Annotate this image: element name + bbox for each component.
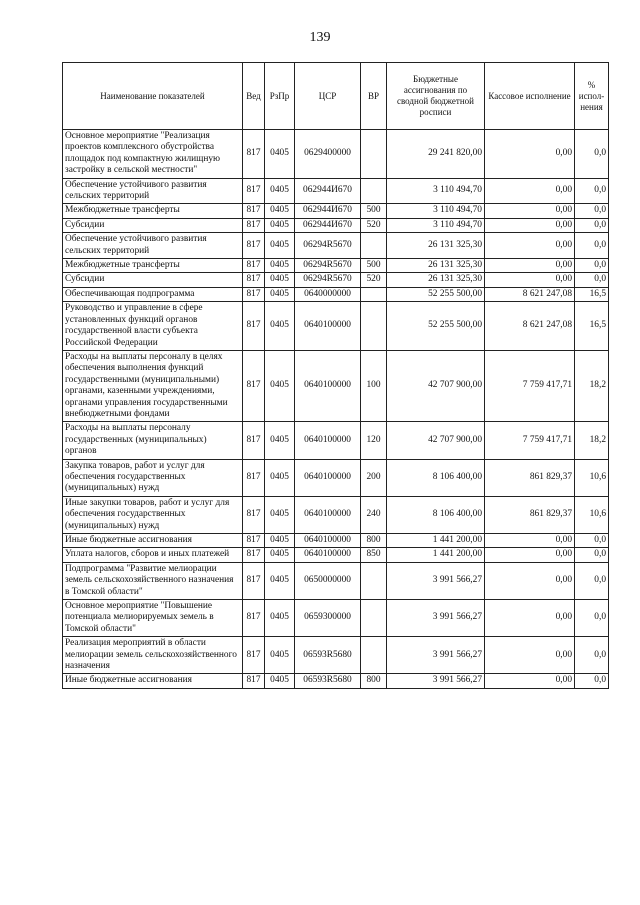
cell-vr: 200 [361, 459, 387, 496]
table-row [63, 562, 609, 599]
cell-vr: 520 [361, 218, 387, 232]
cell-budget: 26 131 325,30 [387, 233, 485, 259]
cell-csr: 062944И670 [295, 204, 361, 218]
cell-csr: 0640100000 [295, 534, 361, 548]
cell-budget: 42 707 900,00 [387, 422, 485, 459]
cell-percent: 0,0 [575, 534, 609, 548]
table-body [63, 130, 609, 689]
table-row [63, 674, 609, 688]
budget-table [62, 62, 609, 689]
cell-rzpr: 0405 [265, 204, 295, 218]
cell-cash: 7 759 417,71 [485, 350, 575, 421]
table-row [63, 273, 609, 287]
cell-name: Межбюджетные трансферты [63, 259, 243, 273]
cell-percent: 10,6 [575, 496, 609, 533]
table-row [63, 287, 609, 301]
cell-rzpr: 0405 [265, 422, 295, 459]
cell-vr: 100 [361, 350, 387, 421]
cell-vr [361, 287, 387, 301]
cell-ved: 817 [243, 273, 265, 287]
cell-percent: 0,0 [575, 233, 609, 259]
cell-budget: 42 707 900,00 [387, 350, 485, 421]
cell-ved: 817 [243, 204, 265, 218]
cell-rzpr: 0405 [265, 273, 295, 287]
cell-budget: 26 131 325,30 [387, 273, 485, 287]
cell-ved: 817 [243, 218, 265, 232]
cell-cash: 861 829,37 [485, 496, 575, 533]
cell-rzpr: 0405 [265, 496, 295, 533]
cell-budget: 29 241 820,00 [387, 130, 485, 179]
cell-name: Иные закупки товаров, работ и услуг для обеспечения государственных (муниципальных) нужд [63, 496, 243, 533]
cell-vr [361, 233, 387, 259]
cell-name: Закупка товаров, работ и услуг для обеспечения государственных (муниципальных) нужд [63, 459, 243, 496]
cell-cash: 0,00 [485, 233, 575, 259]
table-row [63, 534, 609, 548]
cell-rzpr: 0405 [265, 178, 295, 204]
cell-ved: 817 [243, 302, 265, 351]
header-rzpr: РзПр [265, 63, 295, 130]
cell-percent: 0,0 [575, 548, 609, 562]
cell-vr: 520 [361, 273, 387, 287]
cell-name: Основное мероприятие "Реализация проектов комплексного обустройства площадок под компактную жилищную застройку в сельской местности" [63, 130, 243, 179]
cell-budget: 3 991 566,27 [387, 600, 485, 637]
cell-budget: 3 110 494,70 [387, 204, 485, 218]
header-name: Наименование показателей [63, 63, 243, 130]
cell-csr: 0640100000 [295, 496, 361, 533]
cell-percent: 0,0 [575, 218, 609, 232]
table-row [63, 130, 609, 179]
cell-rzpr: 0405 [265, 233, 295, 259]
cell-name: Обеспечение устойчивого развития сельских территорий [63, 178, 243, 204]
cell-budget: 3 991 566,27 [387, 674, 485, 688]
cell-percent: 16,5 [575, 287, 609, 301]
cell-budget: 8 106 400,00 [387, 459, 485, 496]
cell-rzpr: 0405 [265, 287, 295, 301]
cell-ved: 817 [243, 548, 265, 562]
cell-cash: 0,00 [485, 273, 575, 287]
cell-vr [361, 302, 387, 351]
cell-csr: 0640000000 [295, 287, 361, 301]
table-row [63, 637, 609, 674]
cell-cash: 0,00 [485, 218, 575, 232]
cell-csr: 062944И670 [295, 178, 361, 204]
cell-ved: 817 [243, 130, 265, 179]
cell-rzpr: 0405 [265, 534, 295, 548]
cell-vr: 120 [361, 422, 387, 459]
cell-vr: 500 [361, 204, 387, 218]
cell-name: Уплата налогов, сборов и иных платежей [63, 548, 243, 562]
cell-percent: 0,0 [575, 562, 609, 599]
cell-budget: 3 110 494,70 [387, 178, 485, 204]
cell-csr: 0640100000 [295, 422, 361, 459]
cell-vr: 800 [361, 534, 387, 548]
cell-csr: 0629400000 [295, 130, 361, 179]
cell-vr: 500 [361, 259, 387, 273]
cell-ved: 817 [243, 562, 265, 599]
cell-name: Основное мероприятие "Повышение потенциала мелиорируемых земель в Томской области" [63, 600, 243, 637]
page-number: 139 [309, 30, 331, 45]
cell-csr: 0640100000 [295, 302, 361, 351]
cell-csr: 06294R5670 [295, 233, 361, 259]
header-budget: Бюджетные ассигнования по сводной бюджетной росписи [387, 63, 485, 130]
cell-cash: 0,00 [485, 178, 575, 204]
cell-budget: 1 441 200,00 [387, 534, 485, 548]
cell-csr: 0640100000 [295, 548, 361, 562]
cell-rzpr: 0405 [265, 637, 295, 674]
cell-rzpr: 0405 [265, 259, 295, 273]
cell-percent: 0,0 [575, 178, 609, 204]
cell-name: Реализация мероприятий в области мелиорации земель сельскохозяйственного назначения [63, 637, 243, 674]
cell-cash: 861 829,37 [485, 459, 575, 496]
cell-name: Иные бюджетные ассигнования [63, 674, 243, 688]
cell-percent: 0,0 [575, 674, 609, 688]
cell-cash: 0,00 [485, 548, 575, 562]
cell-name: Субсидии [63, 218, 243, 232]
cell-vr: 800 [361, 674, 387, 688]
table-row [63, 178, 609, 204]
cell-vr: 850 [361, 548, 387, 562]
table-row [63, 218, 609, 232]
cell-name: Обеспечивающая подпрограмма [63, 287, 243, 301]
cell-cash: 0,00 [485, 674, 575, 688]
cell-cash: 0,00 [485, 204, 575, 218]
cell-vr [361, 562, 387, 599]
cell-rzpr: 0405 [265, 674, 295, 688]
cell-name: Расходы на выплаты персоналу государственных (муниципальных) органов [63, 422, 243, 459]
cell-csr: 06593R5680 [295, 637, 361, 674]
cell-percent: 16,5 [575, 302, 609, 351]
table-row [63, 204, 609, 218]
table-row [63, 496, 609, 533]
cell-ved: 817 [243, 178, 265, 204]
cell-rzpr: 0405 [265, 302, 295, 351]
cell-name: Подпрограмма "Развитие мелиорации земель сельскохозяйственного назначения в Томской области" [63, 562, 243, 599]
cell-csr: 0650000000 [295, 562, 361, 599]
cell-cash: 0,00 [485, 600, 575, 637]
cell-vr [361, 178, 387, 204]
cell-budget: 8 106 400,00 [387, 496, 485, 533]
cell-vr [361, 600, 387, 637]
cell-ved: 817 [243, 674, 265, 688]
header-csr: ЦСР [295, 63, 361, 130]
header-ved: Вед [243, 63, 265, 130]
cell-ved: 817 [243, 600, 265, 637]
cell-vr: 240 [361, 496, 387, 533]
cell-cash: 0,00 [485, 534, 575, 548]
cell-cash: 8 621 247,08 [485, 302, 575, 351]
cell-budget: 26 131 325,30 [387, 259, 485, 273]
cell-csr: 0640100000 [295, 459, 361, 496]
cell-budget: 52 255 500,00 [387, 287, 485, 301]
header-percent: % испол-нения [575, 63, 609, 130]
cell-cash: 7 759 417,71 [485, 422, 575, 459]
cell-name: Субсидии [63, 273, 243, 287]
cell-budget: 1 441 200,00 [387, 548, 485, 562]
cell-cash: 0,00 [485, 259, 575, 273]
cell-ved: 817 [243, 534, 265, 548]
cell-name: Иные бюджетные ассигнования [63, 534, 243, 548]
cell-cash: 0,00 [485, 637, 575, 674]
cell-name: Расходы на выплаты персоналу в целях обеспечения выполнения функций государственными (муниципальными) органами, казенными учреждениями, органами управления государственными внебюджетными фондами [63, 350, 243, 421]
cell-name: Руководство и управление в сфере установленных функций органов государственной власти субъекта Российской Федерации [63, 302, 243, 351]
header-vr: ВР [361, 63, 387, 130]
table-row [63, 302, 609, 351]
cell-percent: 0,0 [575, 600, 609, 637]
header-cash: Кассовое исполнение [485, 63, 575, 130]
table-row [63, 259, 609, 273]
cell-cash: 0,00 [485, 562, 575, 599]
cell-percent: 18,2 [575, 350, 609, 421]
table-row [63, 600, 609, 637]
cell-budget: 3 110 494,70 [387, 218, 485, 232]
cell-csr: 06294R5670 [295, 259, 361, 273]
cell-ved: 817 [243, 259, 265, 273]
cell-csr: 062944И670 [295, 218, 361, 232]
cell-rzpr: 0405 [265, 562, 295, 599]
cell-percent: 0,0 [575, 637, 609, 674]
cell-ved: 817 [243, 287, 265, 301]
table-row [63, 350, 609, 421]
cell-rzpr: 0405 [265, 350, 295, 421]
cell-rzpr: 0405 [265, 218, 295, 232]
cell-percent: 0,0 [575, 273, 609, 287]
cell-csr: 06294R5670 [295, 273, 361, 287]
cell-vr [361, 130, 387, 179]
cell-rzpr: 0405 [265, 600, 295, 637]
table-row [63, 422, 609, 459]
cell-rzpr: 0405 [265, 459, 295, 496]
cell-vr [361, 637, 387, 674]
cell-rzpr: 0405 [265, 130, 295, 179]
cell-name: Обеспечение устойчивого развития сельских территорий [63, 233, 243, 259]
table-row [63, 548, 609, 562]
cell-percent: 0,0 [575, 130, 609, 179]
table-row [63, 459, 609, 496]
cell-ved: 817 [243, 459, 265, 496]
cell-cash: 8 621 247,08 [485, 287, 575, 301]
cell-cash: 0,00 [485, 130, 575, 179]
cell-ved: 817 [243, 233, 265, 259]
cell-ved: 817 [243, 637, 265, 674]
cell-budget: 3 991 566,27 [387, 637, 485, 674]
table-header-row [63, 63, 609, 130]
cell-budget: 52 255 500,00 [387, 302, 485, 351]
cell-rzpr: 0405 [265, 548, 295, 562]
cell-ved: 817 [243, 422, 265, 459]
cell-percent: 0,0 [575, 204, 609, 218]
cell-percent: 0,0 [575, 259, 609, 273]
cell-csr: 06593R5680 [295, 674, 361, 688]
cell-percent: 18,2 [575, 422, 609, 459]
table-row [63, 233, 609, 259]
cell-ved: 817 [243, 496, 265, 533]
cell-csr: 0659300000 [295, 600, 361, 637]
cell-budget: 3 991 566,27 [387, 562, 485, 599]
cell-percent: 10,6 [575, 459, 609, 496]
cell-name: Межбюджетные трансферты [63, 204, 243, 218]
cell-ved: 817 [243, 350, 265, 421]
cell-csr: 0640100000 [295, 350, 361, 421]
